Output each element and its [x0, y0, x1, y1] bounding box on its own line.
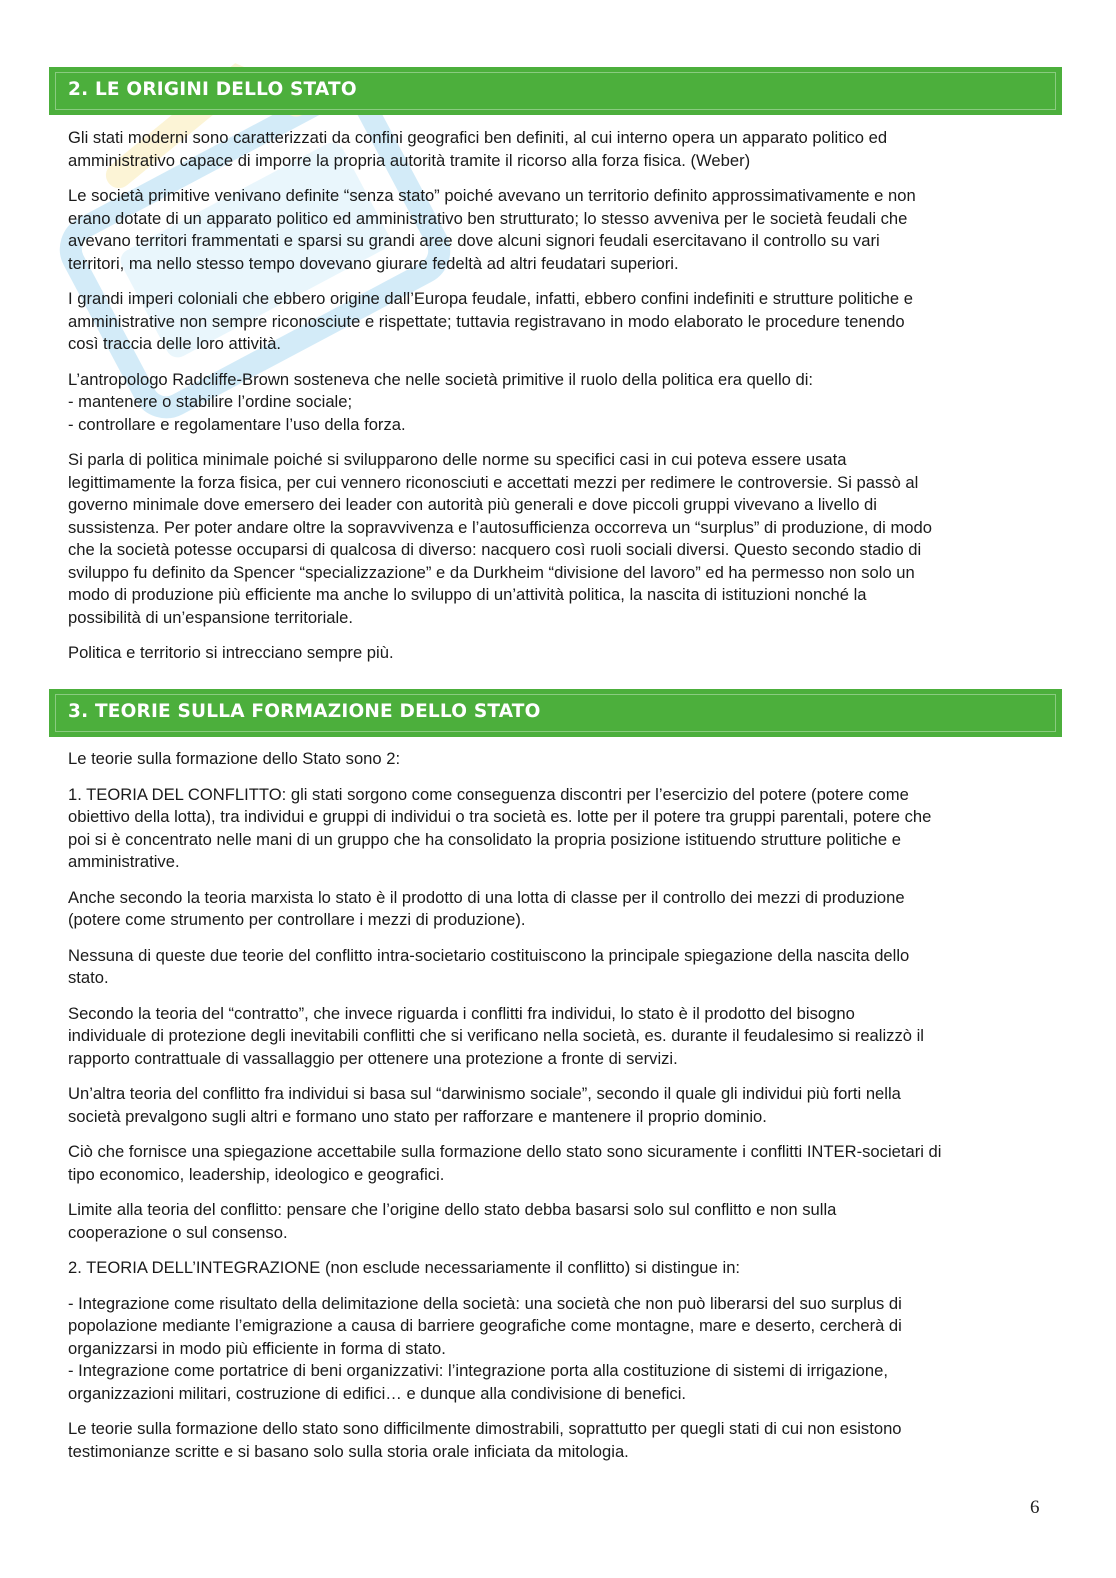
text-line: cooperazione o sul consenso.: [68, 1222, 288, 1242]
paragraph: [68, 369, 1053, 437]
text-line: legittimamente la forza fisica, per cui vennero riconosciuti e accettati mezzi per redimere le controversie. Si passò al: [68, 472, 919, 492]
text-line: 1. TEORIA DEL CONFLITTO: gli stati sorgono come conseguenza discontri per l’esercizio del potere (potere come: [68, 784, 909, 804]
section-body-teorie: [68, 748, 1053, 1476]
text-line: Le società primitive venivano definite “senza stato” poiché avevano un territorio definito approssimativamente e non: [68, 186, 916, 205]
text-line: poi si è concentrato nelle mani di un gruppo che ha consolidato la propria posizione istituendo strutture politiche e: [68, 829, 901, 849]
text-line: L’antropologo Radcliffe-Brown sosteneva che nelle società primitive il ruolo della politica era quello di:: [68, 369, 813, 389]
text-line: erano dotate di un apparato politico ed amministrativo ben strutturato; lo stesso avveniva per le società feudali che: [68, 208, 908, 228]
paragraph: [68, 1141, 1053, 1186]
text-line: 2. TEORIA DELL’INTEGRAZIONE (non esclude necessariamente il conflitto) si distingue in:: [68, 1258, 741, 1277]
text-line: organizzarsi in modo più efficiente in forma di stato.: [68, 1338, 446, 1358]
paragraph: [68, 748, 1053, 771]
text-line: - Integrazione come portatrice di beni organizzativi: l’integrazione porta alla costituzione di sistemi di irrigazione,: [68, 1361, 888, 1380]
text-line: obiettivo della lotta), tra individui e gruppi di individui o tra società es. lotte per il potere tra gruppi parentali, potere che: [68, 807, 932, 826]
text-line: tipo economico, leadership, ideologico e geografici.: [68, 1164, 445, 1184]
text-line: I grandi imperi coloniali che ebbero origine dall’Europa feudale, infatti, ebbero confini indefiniti e strutture politiche e: [68, 289, 913, 308]
text-line: - Integrazione come risultato della delimitazione della società: una società che non può liberarsi del suo surplus di: [68, 1293, 902, 1313]
text-line: testimonianze scritte e si basano solo sulla storia orale inficiata da mitologia.: [68, 1441, 629, 1461]
text-line: Anche secondo la teoria marxista lo stato è il prodotto di una lotta di classe per il controllo dei mezzi di produzione: [68, 887, 905, 907]
text-line: stato.: [68, 968, 109, 987]
paragraph: [68, 1293, 1053, 1406]
paragraph: [68, 887, 1053, 932]
text-line: - controllare e regolamentare l’uso della forza.: [68, 414, 406, 434]
text-line: rapporto contrattuale di vassallaggio per ottenere una protezione a fronte di servizi.: [68, 1048, 678, 1068]
text-line: amministrative non sempre riconosciute e rispettate; tuttavia registravano in modo elaborato le procedure tenendo: [68, 311, 905, 331]
text-line: possibilità di un’espansione territoriale.: [68, 607, 354, 627]
paragraph: [68, 127, 1053, 172]
text-line: Limite alla teoria del conflitto: pensare che l’origine dello stato debba basarsi solo sul conflitto e non sulla: [68, 1200, 837, 1219]
text-line: Si parla di politica minimale poiché si svilupparono delle norme su specifici casi in cui poteva essere usata: [68, 450, 847, 469]
paragraph: [68, 1418, 1053, 1463]
text-line: popolazione mediante l’emigrazione a causa di barriere geografiche come montagne, mare e deserto, cercherà di: [68, 1316, 902, 1335]
text-line: Nessuna di queste due teorie del conflitto intra-societario costituiscono la principale spiegazione della nascita dello: [68, 945, 910, 965]
text-line: avevano territori frammentati e sparsi su grandi aree dove alcuni signori feudali esercitavano il controllo su vari: [68, 231, 880, 250]
text-line: amministrativo capace di imporre la propria autorità tramite il ricorso alla forza fisica. (Weber): [68, 150, 751, 170]
section-body-origini: [68, 127, 1053, 678]
text-line: Gli stati moderni sono caratterizzati da confini geografici ben definiti, al cui interno opera un apparato politico ed: [68, 128, 888, 147]
paragraph: [68, 1199, 1053, 1244]
text-line: governo minimale dove emersero dei leader con autorità più generali e dove piccoli gruppi vivevano a livello di: [68, 495, 877, 514]
text-line: Le teorie sulla formazione dello Stato sono 2:: [68, 749, 401, 768]
text-line: Politica e territorio si intrecciano sempre più.: [68, 643, 394, 662]
text-line: così traccia delle loro attività.: [68, 334, 282, 353]
paragraph: [68, 1003, 1053, 1071]
text-line: modo di produzione più efficiente ma anche lo sviluppo di un’attività politica, la nascita di istituzioni nonché la: [68, 585, 867, 604]
text-line: Un’altra teoria del conflitto fra individui si basa sul “darwinismo sociale”, secondo il quale gli individui più forti nella: [68, 1084, 901, 1103]
text-line: - mantenere o stabilire l’ordine sociale;: [68, 392, 353, 411]
text-line: Le teorie sulla formazione dello stato sono difficilmente dimostrabili, soprattutto per quegli stati di cui non esistono: [68, 1419, 902, 1438]
paragraph: [68, 945, 1053, 990]
paragraph: [68, 642, 1053, 665]
text-line: organizzazioni militari, costruzione di edifici… e dunque alla condivisione di benefici.: [68, 1383, 686, 1403]
text-line: individuale di protezione degli inevitabili conflitti che si verificano nella società, es. durante il feudalesimo si realizzò il: [68, 1026, 924, 1045]
section-header-origini: [49, 67, 1062, 115]
paragraph: [68, 185, 1053, 275]
paragraph: [68, 449, 1053, 629]
paragraph: [68, 1257, 1053, 1280]
text-line: che la società potesse occuparsi di qualcosa di diverso: nacquero così ruoli sociali diversi. Questo secondo stadio di: [68, 540, 922, 559]
text-line: Secondo la teoria del “contratto”, che invece riguarda i conflitti fra individui, lo stato è il prodotto del bisogno: [68, 1003, 855, 1023]
text-line: Ciò che fornisce una spiegazione accettabile sulla formazione dello stato sono sicuramente i conflitti INTER-societari di: [68, 1142, 942, 1161]
text-line: sussistenza. Per poter andare oltre la sopravvivenza e l’autosufficienza occorreva un “surplus” di produzione, di modo: [68, 517, 932, 537]
text-line: territori, ma nello stesso tempo dovevano giurare fedeltà ad altri feudatari superiori.: [68, 253, 679, 273]
section-header-teorie: [49, 689, 1062, 737]
paragraph: [68, 288, 1053, 356]
page-number: 6: [1030, 1497, 1040, 1518]
paragraph: [68, 1083, 1053, 1128]
text-line: sviluppo fu definito da Spencer “specializzazione” e da Durkheim “divisione del lavoro” ed ha permesso non solo un: [68, 562, 915, 582]
paragraph: [68, 784, 1053, 874]
section-title: 3. TEORIE SULLA FORMAZIONE DELLO STATO: [68, 701, 541, 722]
text-line: società prevalgono sugli altri e formano uno stato per rafforzare e mantenere il proprio dominio.: [68, 1106, 767, 1126]
text-line: amministrative.: [68, 852, 180, 871]
text-line: (potere come strumento per controllare i mezzi di produzione).: [68, 910, 526, 929]
section-title: 2. LE ORIGINI DELLO STATO: [68, 79, 357, 100]
